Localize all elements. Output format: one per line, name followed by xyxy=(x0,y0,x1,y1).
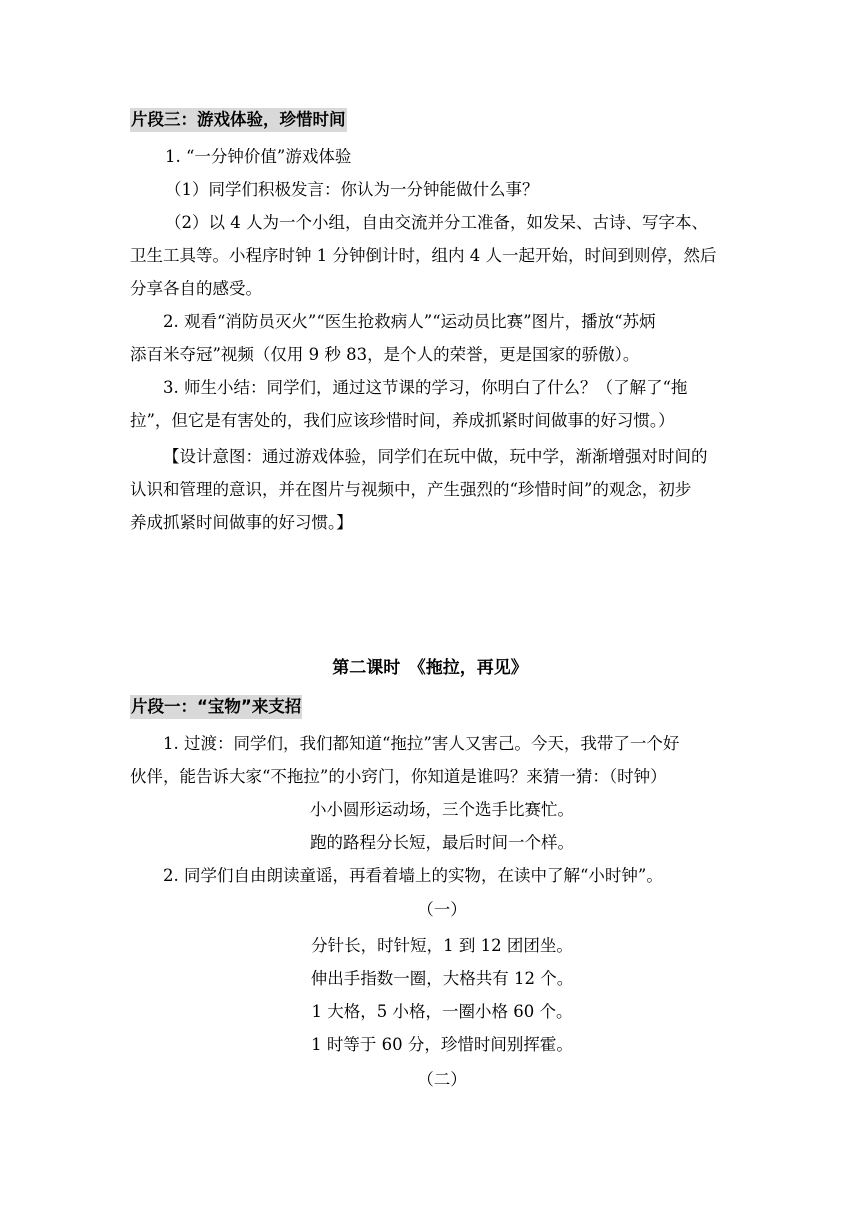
design-intent-line: 认识和管理的意识，并在图片与视频中，产生强烈的“珍惜时间”的观念，初步 xyxy=(130,480,692,499)
poem-line: 1 时等于 60 分，珍惜时间别挥霍。 xyxy=(311,1035,573,1054)
poem-line: 分针长，时针短，1 到 12 团团坐。 xyxy=(311,936,573,955)
paragraph-line: 1. 过渡：同学们，我们都知道“拖拉”害人又害己。今天，我带了一个好 xyxy=(163,734,680,753)
paragraph-line: 卫生工具等。小程序时钟 1 分钟倒计时，组内 4 人一起开始，时间到则停，然后 xyxy=(130,246,717,265)
design-intent-line: 养成抓紧时间做事的好习惯。】 xyxy=(130,513,353,532)
section-heading: 片段一：“宝物”来支招 xyxy=(130,695,302,719)
paragraph-line: 1. “一分钟价值”游戏体验 xyxy=(165,147,352,166)
riddle-line: 小小圆形运动场，三个选手比赛忙。 xyxy=(310,800,574,819)
paragraph-line: （2）以 4 人为一个小组，自由交流并分工准备，如发呆、古诗、写字本、 xyxy=(165,213,708,232)
part-label: （二） xyxy=(417,1070,467,1089)
poem-line: 伸出手指数一圈，大格共有 12 个。 xyxy=(310,969,574,988)
paragraph-line: 分享各自的感受。 xyxy=(130,279,262,298)
riddle-line: 跑的路程分长短，最后时间一个样。 xyxy=(310,833,574,852)
paragraph-line: 2. 观看“消防员灭火”“医生抢救病人”“运动员比赛”图片，播放“苏炳 xyxy=(163,312,656,331)
paragraph-line: 2. 同学们自由朗读童谣，再看着墙上的实物，在读中了解“小时钟”。 xyxy=(163,866,663,885)
paragraph-line: 伙伴，能告诉大家“不拖拉”的小窍门，你知道是谁吗？来猜一猜：（时钟） xyxy=(130,767,667,786)
design-intent-line: 【设计意图：通过游戏体验，同学们在玩中做，玩中学，渐渐增强对时间的 xyxy=(163,447,708,466)
paragraph-line: 拉”，但它是有害处的，我们应该珍惜时间，养成抓紧时间做事的好习惯。） xyxy=(130,411,675,430)
paragraph-line: （1）同学们积极发言：你认为一分钟能做什么事？ xyxy=(165,180,539,199)
paragraph-line: 3. 师生小结：同学们，通过这节课的学习，你明白了什么？（了解了“拖 xyxy=(163,378,688,397)
poem-line: 1 大格，5 小格，一圈小格 60 个。 xyxy=(311,1002,573,1021)
section-heading: 片段三：游戏体验，珍惜时间 xyxy=(130,108,347,132)
paragraph-line: 添百米夺冠”视频（仅用 9 秒 83，是个人的荣誉，更是国家的骄傲）。 xyxy=(130,345,640,364)
part-label: （一） xyxy=(417,900,467,919)
lesson-title: 第二课时 《拖拉，再见》 xyxy=(332,658,528,678)
